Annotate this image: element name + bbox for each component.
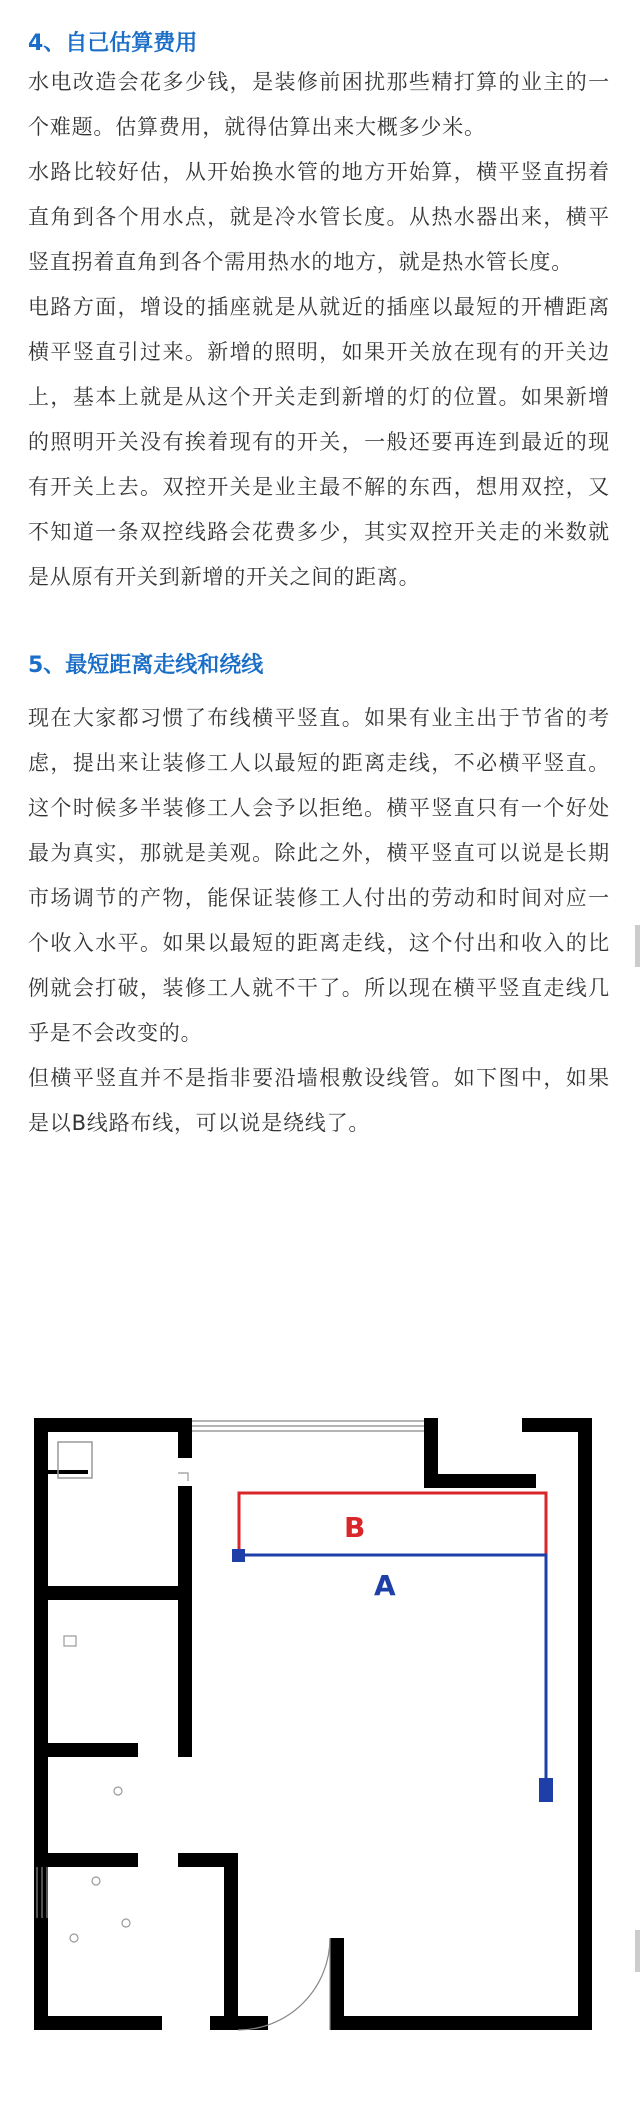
outer-wall-bottom-right <box>330 2016 592 2030</box>
outlet-fixture-4 <box>70 1934 78 1942</box>
floor-plan-diagram <box>34 1418 608 2044</box>
wall-notch-horizontal <box>424 1474 536 1488</box>
section-5-paragraph-2: 但横平竖直并不是指非要沿墙根敷设线管。如下图中，如果是以B线路布线，可以说是绕线了。 <box>28 1066 610 1135</box>
interior-wall-horizontal-3 <box>48 1853 138 1867</box>
route-b-label: B <box>344 1511 366 1544</box>
route-a-label: A <box>374 1569 396 1602</box>
interior-wall-top-stub <box>178 1418 192 1458</box>
outer-wall-top-left <box>34 1418 178 1432</box>
outlet-fixture-1 <box>114 1787 122 1795</box>
section-4-paragraph-2: 水路比较好估，从开始换水管的地方开始算，横平竖直拐着直角到各个用水点，就是冷水管长度。从热水器出来，横平竖直拐着直角到各个需用热水的地方，就是热水管长度。 <box>28 160 610 274</box>
door-jamb-right <box>330 1938 344 2030</box>
outlet-fixture-3 <box>122 1919 130 1927</box>
fixture-line <box>48 1470 88 1474</box>
section-4-title: 4、自己估算费用 <box>28 31 198 56</box>
interior-wall-horizontal-2 <box>48 1743 138 1757</box>
scroll-marker-lower <box>635 1930 640 1972</box>
section-4-paragraph-1: 水电改造会花多少钱，是装修前困扰那些精打算的业主的一个难题。估算费用，就得估算出来大概多少米。 <box>28 70 610 139</box>
interior-wall-junction <box>178 1743 192 1757</box>
outer-wall-bottom-left <box>34 2016 162 2030</box>
scroll-marker-upper <box>635 925 640 967</box>
outlet-fixture-2 <box>92 1877 100 1885</box>
window-top <box>192 1421 424 1431</box>
corner-fixture <box>178 1473 188 1481</box>
section-4-paragraph-3: 电路方面，增设的插座就是从就近的插座以最短的开槽距离横平竖直引过来。新增的照明，如果开关放在现有的开关边上，基本上就是从这个开关走到新增的灯的位置。如果新增的照明开关没有挨着现有的开关，一般还要再连到最近的现有开关上去。双控开关是业主最不解的东西，想用双控，又不知道一条双控线路会花费多少，其实双控开关走的米数就是从原有开关到新增的开关之间的距离。 <box>28 295 610 589</box>
outer-wall-left <box>34 1418 48 2030</box>
interior-wall-horizontal-1 <box>48 1586 192 1600</box>
section-5-title: 5、最短距离走线和绕线 <box>28 653 264 678</box>
route-start-point <box>232 1549 245 1562</box>
interior-wall-vertical-2 <box>224 1853 238 2030</box>
route-end-point <box>539 1778 553 1802</box>
route-b-line <box>239 1493 546 1787</box>
interior-wall-vertical <box>178 1486 192 1748</box>
switch-fixture <box>64 1636 76 1646</box>
outer-wall-right <box>578 1418 592 2030</box>
floor-plan-svg <box>34 1418 608 2044</box>
section-5-paragraph-1: 现在大家都习惯了布线横平竖直。如果有业主出于节省的考虑，提出来让装修工人以最短的距离走线，不必横平竖直。这个时候多半装修工人会予以拒绝。横平竖直只有一个好处最为真实，那就是美观。除此之外，横平竖直可以说是长期市场调节的产物，能保证装修工人付出的劳动和时间对应一个收入水平。如果以最短的距离走线，这个付出和收入的比例就会打破，装修工人就不干了。所以现在横平竖直走线几乎是不会改变的。 <box>28 706 610 1045</box>
